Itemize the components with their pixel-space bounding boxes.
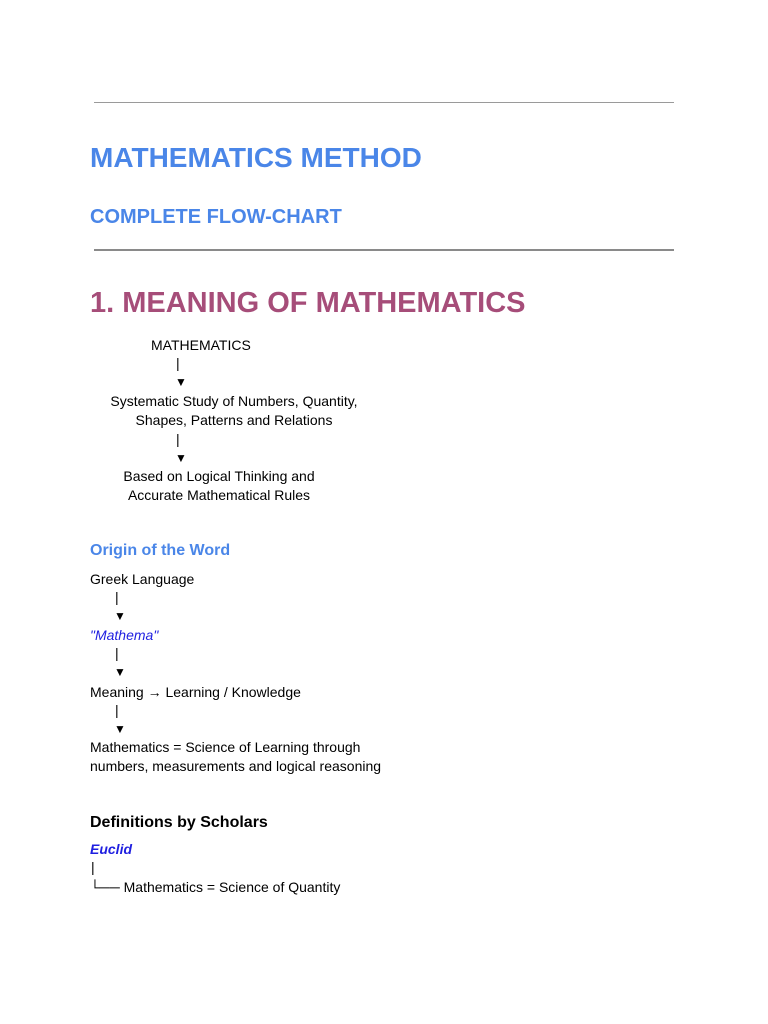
flow-down-arrow-icon: ▼	[114, 722, 126, 736]
origin-definition-line: numbers, measurements and logical reasoning	[90, 758, 382, 774]
origin-step-meaning: Meaning → Learning / Knowledge	[90, 684, 301, 700]
flow-node-logical-thinking	[102, 467, 336, 505]
flow-down-arrow-icon: ▼	[175, 375, 187, 389]
page-title: MATHEMATICS METHOD	[90, 142, 422, 173]
section-heading: 1. MEANING OF MATHEMATICS	[90, 287, 526, 319]
origin-step-definition	[90, 738, 381, 776]
origin-heading: Origin of the Word	[90, 542, 231, 559]
flow-node-line: Shapes, Patterns and Relations	[135, 412, 333, 428]
tree-connector-line: |	[91, 859, 95, 875]
header-divider	[94, 249, 674, 251]
flow-node-line: Accurate Mathematical Rules	[127, 487, 311, 503]
flow-node-mathematics: MATHEMATICS	[151, 337, 251, 353]
flow-connector-line: |	[115, 645, 119, 661]
page-subtitle: COMPLETE FLOW-CHART	[90, 206, 342, 228]
flow-down-arrow-icon: ▼	[114, 665, 126, 679]
origin-definition-line: Mathematics = Science of Learning through	[90, 739, 361, 755]
flow-node-line: Systematic Study of Numbers, Quantity,	[110, 393, 358, 409]
flow-node-systematic-study	[100, 392, 368, 430]
scholar-euclid: Euclid	[90, 841, 133, 857]
flow-node-line: Based on Logical Thinking and	[123, 468, 315, 484]
scholar-euclid-definition: └── Mathematics = Science of Quantity	[90, 879, 341, 895]
flow-connector-line: |	[115, 589, 119, 605]
flow-down-arrow-icon: ▼	[175, 451, 187, 465]
flow-connector-line: |	[176, 355, 180, 371]
flow-connector-line: |	[176, 431, 180, 447]
flow-connector-line: |	[115, 702, 119, 718]
definitions-heading: Definitions by Scholars	[90, 814, 268, 831]
origin-step-greek: Greek Language	[90, 571, 195, 587]
top-divider	[94, 102, 674, 103]
flow-down-arrow-icon: ▼	[114, 609, 126, 623]
origin-step-mathema: "Mathema"	[90, 627, 159, 643]
